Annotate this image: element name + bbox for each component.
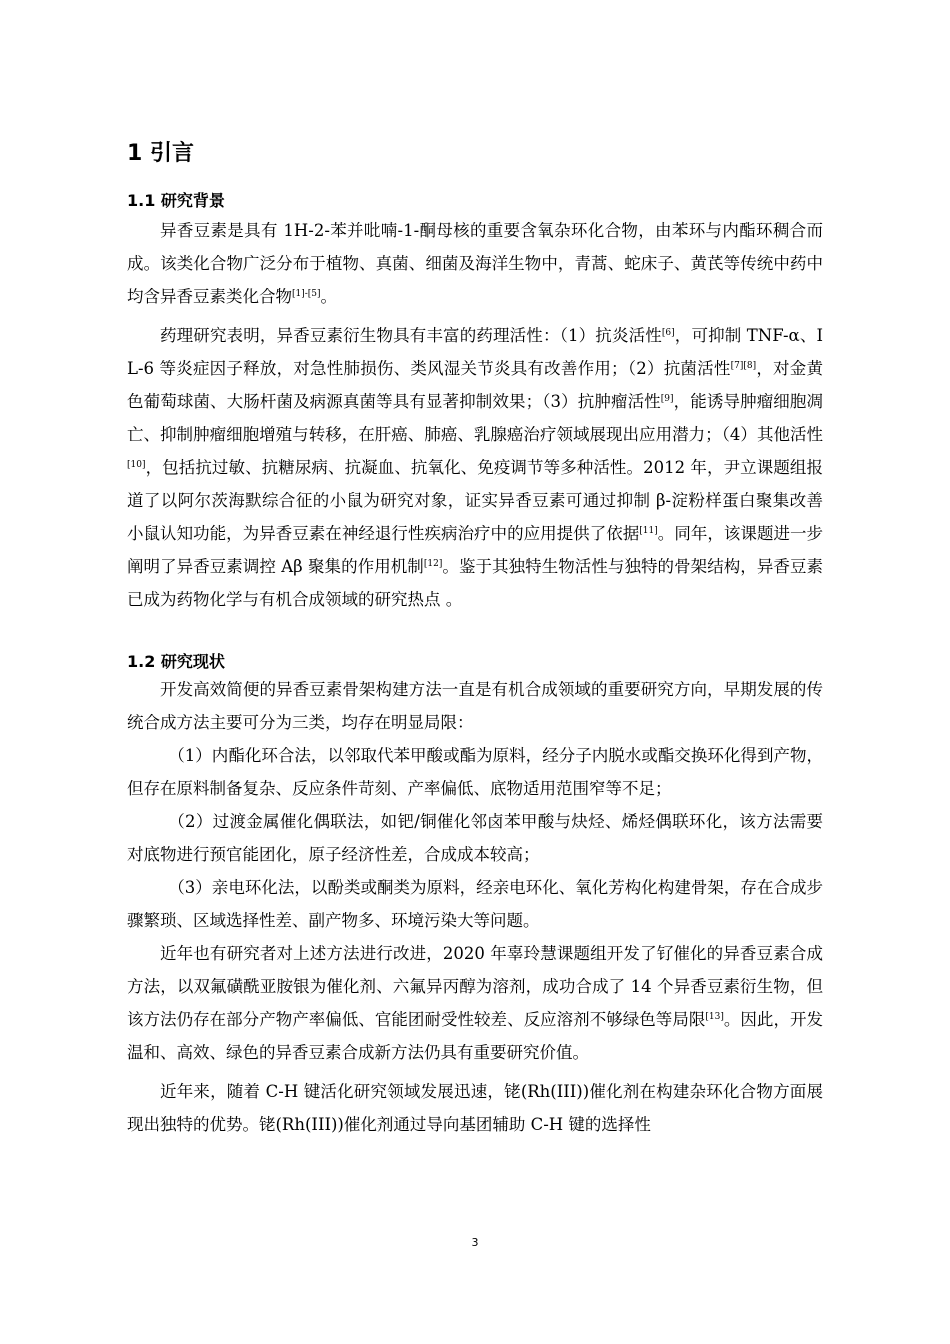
paragraph: [127, 937, 823, 1069]
list-item: [127, 805, 823, 871]
citation: [12]: [423, 559, 443, 569]
section-body-background: [127, 214, 823, 616]
section-heading-status: 1.2 研究现状: [127, 652, 225, 671]
paragraph-text: 药理研究表明，异香豆素衍生物具有丰富的药理活性：（1）抗炎活性: [160, 326, 662, 345]
paragraph-text: （1）内酯化环合法，以邻取代苯甲酸或酯为原料，经分子内脱水或酯交换环化得到产物，但存在原料制备复杂、反应条件苛刻、产率偏低、底物适用范围窄等不足；: [127, 746, 823, 798]
citation: [6]: [661, 328, 675, 338]
document-page: [127, 0, 823, 1344]
paragraph-text: （3）亲电环化法，以酚类或酮类为原料，经亲电环化、氧化芳构化构建骨架，存在合成步骤繁琐、区域选择性差、副产物多、环境污染大等问题。: [127, 878, 823, 930]
citation: [13]: [705, 1012, 724, 1022]
paragraph-text: ，可抑制 TNF-α、IL-6 等炎症因子释放，对急性肺损伤、类风湿关节炎具有改善作用；（2）抗菌活性: [127, 326, 823, 378]
paragraph: [127, 1075, 823, 1141]
paragraph-text: ，对金黄色葡萄球菌、大肠杆菌及病源真菌等具有显著抑制效果；（3）抗肿瘤活性: [127, 359, 824, 411]
citation: [7][8]: [730, 361, 757, 371]
paragraph-text: （2）过渡金属催化偶联法，如钯/铜催化邻卤苯甲酸与炔烃、烯烃偶联环化，该方法需要对底物进行预官能团化，原子经济性差，合成成本较高；: [127, 812, 823, 864]
paragraph-text: 。鉴于其独特生物活性与独特的骨架结构，异香豆素已成为药物化学与有机合成领域的研究热点 。: [127, 557, 824, 609]
paragraph: [127, 319, 823, 616]
page-number: 3: [471, 1236, 479, 1249]
paragraph-text: 开发高效简便的异香豆素骨架构建方法一直是有机合成领域的重要研究方向，早期发展的传统合成方法主要可分为三类，均存在明显局限：: [127, 680, 823, 732]
paragraph-text: 近年也有研究者对上述方法进行改进，2020 年辜玲慧课题组开发了钌催化的异香豆素合成方法，以双氟磺酰亚胺银为催化剂、六氟异丙醇为溶剂，成功合成了 14 个异香豆素衍生物，但该方法仍存在部分产物产率偏低、官能团耐受性较差、反应溶剂不够绿色等局限: [127, 944, 823, 1029]
list-item: [127, 739, 823, 805]
list-item: [127, 871, 823, 937]
paragraph: [127, 673, 823, 739]
paragraph-text: 近年来，随着 C-H 键活化研究领域发展迅速，铑(Rh(III))催化剂在构建杂环化合物方面展现出独特的优势。铑(Rh(III))催化剂通过导向基团辅助 C-H 键的选择性: [127, 1082, 823, 1134]
paragraph-text: 异香豆素是具有 1H-2-苯并吡喃-1-酮母核的重要含氧杂环化合物，由苯环与内酯环稠合而成。该类化合物广泛分布于植物、真菌、细菌及海洋生物中，青蒿、蛇床子、黄芪等传统中药中均含异香豆素类化合物: [127, 221, 823, 306]
citation: [1]-[5]: [292, 289, 321, 299]
chapter-heading: 1 引言: [127, 141, 194, 166]
citation: [11]: [639, 526, 658, 536]
citation: [10]: [127, 460, 146, 470]
paragraph-text: 。因此，开发温和、高效、绿色的异香豆素合成新方法仍具有重要研究价值。: [127, 1010, 824, 1062]
citation: [9]: [660, 394, 674, 404]
paragraph: [127, 214, 823, 313]
paragraph-text: ，包括抗过敏、抗糖尿病、抗凝血、抗氧化、免疫调节等多种活性。2012 年，尹立课题组报道了以阿尔茨海默综合征的小鼠为研究对象，证实异香豆素可通过抑制 β-淀粉样蛋白聚集改善小鼠认知功能，为异香豆素在神经退行性疾病治疗中的应用提供了依据: [127, 458, 823, 543]
paragraph-text: 。: [320, 287, 338, 306]
paragraph-text: ，能诱导肿瘤细胞凋亡、抑制肿瘤细胞增殖与转移，在肝癌、肺癌、乳腺癌治疗领域展现出应用潜力；（4）其他活性: [127, 392, 824, 444]
paragraph-text: 。同年，该课题进一步阐明了异香豆素调控 Aβ 聚集的作用机制: [127, 524, 824, 576]
section-heading-background: 1.1 研究背景: [127, 191, 225, 210]
section-body-status: [127, 673, 823, 1141]
